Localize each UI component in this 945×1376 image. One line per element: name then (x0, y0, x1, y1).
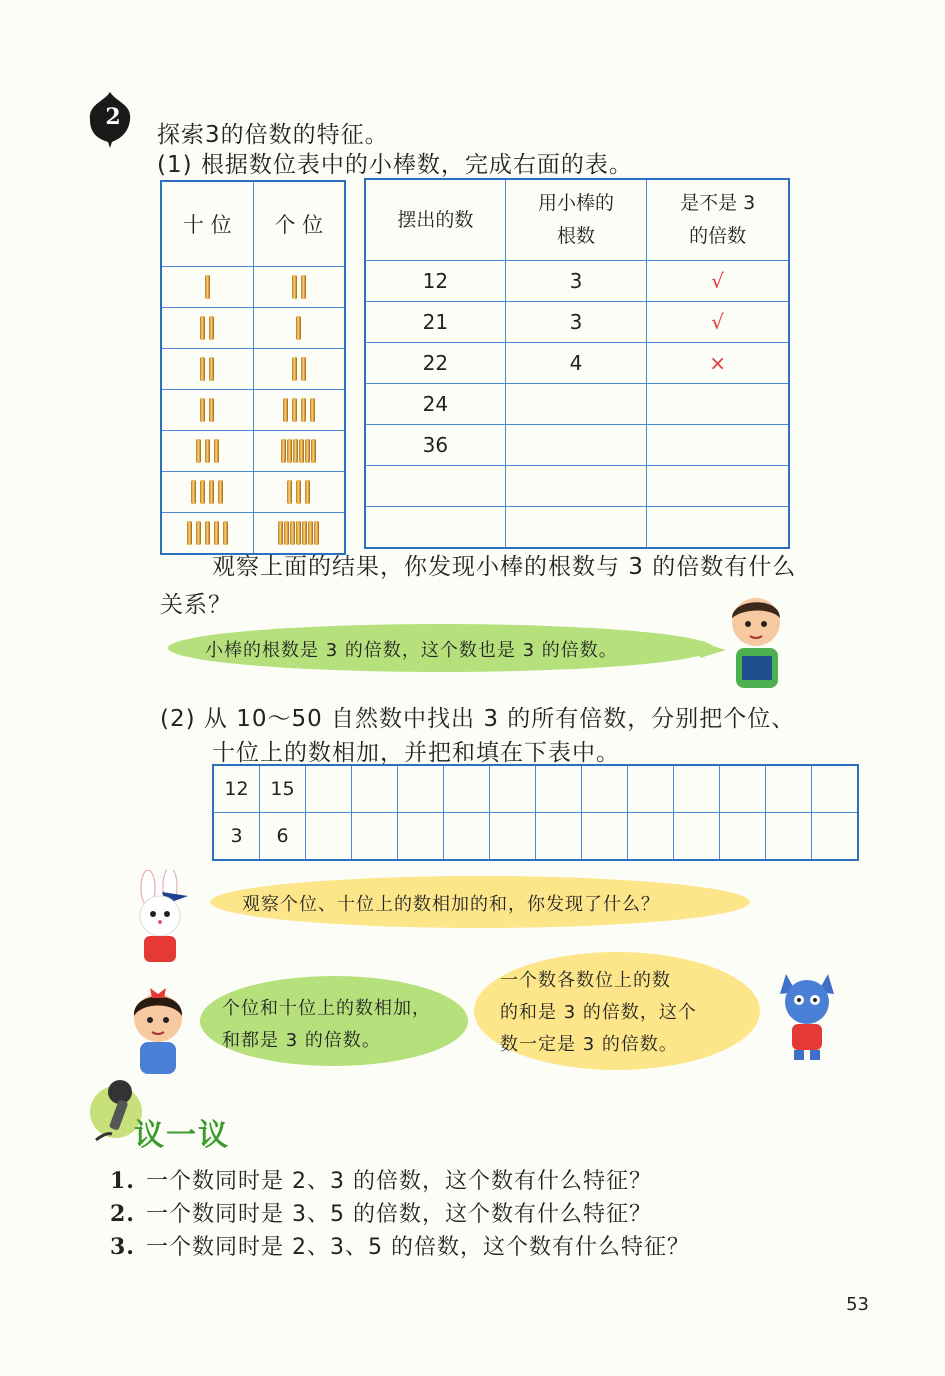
sum-cell (766, 813, 812, 861)
girl-bubble-line2: 和都是 3 的倍数。 (222, 1030, 381, 1051)
stick-icon (218, 480, 223, 504)
sum-cell (490, 765, 536, 813)
result-cell-number: 21 (365, 302, 505, 343)
result-row (365, 343, 789, 384)
result-cell-mark: √ (647, 261, 789, 302)
sum-cell (536, 813, 582, 861)
digit-sum-table (212, 764, 859, 861)
place-value-row (161, 431, 345, 472)
stick-icon (296, 316, 301, 340)
header-stick-count: 用小棒的 根数 (505, 179, 647, 261)
sum-cell: 15 (260, 765, 306, 813)
bubble-tail-icon (700, 640, 726, 660)
result-cell-count (505, 507, 647, 549)
sum-cell (352, 765, 398, 813)
stick-cell-ones (253, 472, 345, 513)
stick-cell-tens (161, 308, 253, 349)
stick-icon (191, 480, 196, 504)
observe-line2: 关系？ (160, 592, 232, 618)
result-row (365, 466, 789, 507)
question-number: 2. (110, 1201, 135, 1227)
stick-icon (287, 439, 292, 463)
cat-bubble-line3: 数一定是 3 的倍数。 (500, 1034, 678, 1055)
girl-bubble-line1: 个位和十位上的数相加， (222, 998, 431, 1019)
sum-cell: 12 (213, 765, 260, 813)
header-tens: 十 位 (161, 181, 253, 267)
stick-icon (205, 439, 210, 463)
stick-bundle (296, 316, 301, 340)
question-2 (110, 1197, 652, 1228)
section-title: 探索3的倍数的特征。 (157, 122, 389, 148)
page-number: 53 (846, 1294, 869, 1315)
stick-cell-tens (161, 431, 253, 472)
sum-cell: 3 (213, 813, 260, 861)
question-1 (110, 1164, 652, 1195)
sum-cell (720, 765, 766, 813)
sum-cell (490, 813, 536, 861)
stick-cell-ones (253, 349, 345, 390)
stick-bundle (292, 275, 306, 299)
discuss-title: 议一议 (134, 1118, 230, 1153)
sum-cell (536, 765, 582, 813)
part2-line1: (2) 从 10～50 自然数中找出 3 的所有倍数，分别把个位、 (160, 706, 796, 732)
stick-icon (305, 439, 310, 463)
boy-bubble-text: 小棒的根数是 3 的倍数，这个数也是 3 的倍数。 (205, 640, 618, 661)
question-3 (110, 1230, 690, 1261)
sum-cell (812, 765, 859, 813)
stick-bundle (200, 357, 214, 381)
sum-cell (628, 765, 674, 813)
result-cell-count (505, 466, 647, 507)
stick-icon (187, 521, 192, 545)
result-row (365, 302, 789, 343)
sum-cell (306, 765, 352, 813)
stick-icon (209, 480, 214, 504)
stick-cell-ones (253, 267, 345, 308)
sum-cell (444, 765, 490, 813)
stick-bundle (200, 398, 214, 422)
stick-icon (214, 439, 219, 463)
sum-cell (674, 813, 720, 861)
result-cell-mark (647, 507, 789, 549)
observe-line1: 观察上面的结果，你发现小棒的根数与 3 的倍数有什么 (212, 554, 797, 580)
sum-table-row-numbers (213, 765, 858, 813)
stick-bundle (281, 439, 316, 463)
stick-icon (311, 439, 316, 463)
result-row (365, 507, 789, 549)
result-row (365, 261, 789, 302)
sum-cell (628, 813, 674, 861)
question-text: 一个数同时是 3、5 的倍数，这个数有什么特征？ (146, 1202, 652, 1227)
stick-icon (205, 521, 210, 545)
cat-character-icon (772, 966, 842, 1062)
stick-icon (301, 275, 306, 299)
stick-icon (292, 275, 297, 299)
result-row (365, 384, 789, 425)
stick-icon (308, 521, 313, 545)
boy-character-icon (724, 592, 786, 692)
header-ones: 个 位 (253, 181, 345, 267)
place-value-row (161, 472, 345, 513)
sum-cell (398, 813, 444, 861)
result-cell-mark (647, 425, 789, 466)
stick-icon (293, 439, 298, 463)
stick-icon (209, 357, 214, 381)
stick-icon (200, 316, 205, 340)
stick-bundle (187, 521, 228, 545)
stick-icon (292, 357, 297, 381)
result-row (365, 425, 789, 466)
stick-icon (310, 398, 315, 422)
result-cell-mark (647, 384, 789, 425)
stick-bundle (200, 316, 214, 340)
cat-bubble-line1: 一个数各数位上的数 (500, 970, 671, 991)
stick-icon (302, 521, 307, 545)
sum-cell (812, 813, 859, 861)
place-value-row (161, 267, 345, 308)
stick-icon (314, 521, 319, 545)
girl-character-icon (122, 980, 192, 1076)
stick-icon (290, 521, 295, 545)
question-number: 3. (110, 1234, 135, 1260)
sum-cell (398, 765, 444, 813)
sum-cell (582, 813, 628, 861)
question-number: 1. (110, 1168, 135, 1194)
sum-cell (444, 813, 490, 861)
result-table (364, 178, 790, 549)
place-value-table (160, 180, 346, 555)
part1-instruction: (1) 根据数位表中的小棒数，完成右面的表。 (157, 152, 633, 178)
part2-line2: 十位上的数相加，并把和填在下表中。 (212, 740, 620, 766)
stick-bundle (205, 275, 210, 299)
question-text: 一个数同时是 2、3、5 的倍数，这个数有什么特征？ (146, 1235, 690, 1260)
sum-cell (582, 765, 628, 813)
stick-icon (209, 316, 214, 340)
stick-icon (305, 480, 310, 504)
stick-bundle (292, 357, 306, 381)
stick-icon (214, 521, 219, 545)
result-cell-mark: × (647, 343, 789, 384)
stick-cell-ones (253, 390, 345, 431)
result-cell-number (365, 507, 505, 549)
sum-cell (674, 765, 720, 813)
stick-bundle (278, 521, 319, 545)
place-value-row (161, 349, 345, 390)
rabbit-bubble-text: 观察个位、十位上的数相加的和，你发现了什么？ (242, 894, 660, 915)
section-number: 2 (105, 104, 121, 130)
place-value-row (161, 390, 345, 431)
stick-bundle (191, 480, 223, 504)
result-cell-mark: √ (647, 302, 789, 343)
stick-icon (296, 480, 301, 504)
result-cell-count (505, 425, 647, 466)
result-cell-number: 36 (365, 425, 505, 466)
stick-icon (205, 275, 210, 299)
stick-cell-tens (161, 267, 253, 308)
stick-icon (299, 439, 304, 463)
sum-cell (352, 813, 398, 861)
stick-cell-tens (161, 349, 253, 390)
result-cell-count: 3 (505, 302, 647, 343)
stick-icon (196, 439, 201, 463)
stick-bundle (196, 439, 219, 463)
stick-icon (281, 439, 286, 463)
stick-icon (200, 357, 205, 381)
result-cell-count: 4 (505, 343, 647, 384)
stick-icon (278, 521, 283, 545)
girl-speech-bubble (200, 976, 468, 1066)
sum-cell: 6 (260, 813, 306, 861)
question-text: 一个数同时是 2、3 的倍数，这个数有什么特征？ (146, 1169, 652, 1194)
place-value-row (161, 308, 345, 349)
stick-icon (209, 398, 214, 422)
result-cell-mark (647, 466, 789, 507)
stick-icon (283, 398, 288, 422)
cat-bubble-line2: 的和是 3 的倍数，这个 (500, 1002, 697, 1023)
result-cell-count (505, 384, 647, 425)
stick-cell-ones (253, 308, 345, 349)
stick-icon (287, 480, 292, 504)
result-cell-count: 3 (505, 261, 647, 302)
stick-icon (301, 357, 306, 381)
stick-icon (200, 398, 205, 422)
stick-bundle (283, 398, 315, 422)
stick-icon (296, 521, 301, 545)
stick-icon (292, 398, 297, 422)
rabbit-character-icon (126, 870, 196, 970)
stick-icon (196, 521, 201, 545)
result-cell-number (365, 466, 505, 507)
header-is-multiple: 是不是 3 的倍数 (647, 179, 789, 261)
stick-cell-tens (161, 472, 253, 513)
stick-icon (301, 398, 306, 422)
result-cell-number: 12 (365, 261, 505, 302)
stick-icon (223, 521, 228, 545)
stick-cell-ones (253, 431, 345, 472)
result-cell-number: 24 (365, 384, 505, 425)
sum-cell (720, 813, 766, 861)
stick-cell-tens (161, 390, 253, 431)
stick-icon (284, 521, 289, 545)
sum-cell (766, 765, 812, 813)
stick-bundle (287, 480, 310, 504)
result-cell-number: 22 (365, 343, 505, 384)
sum-table-row-sums (213, 813, 858, 861)
header-number: 摆出的数 (365, 179, 505, 261)
stick-icon (200, 480, 205, 504)
sum-cell (306, 813, 352, 861)
